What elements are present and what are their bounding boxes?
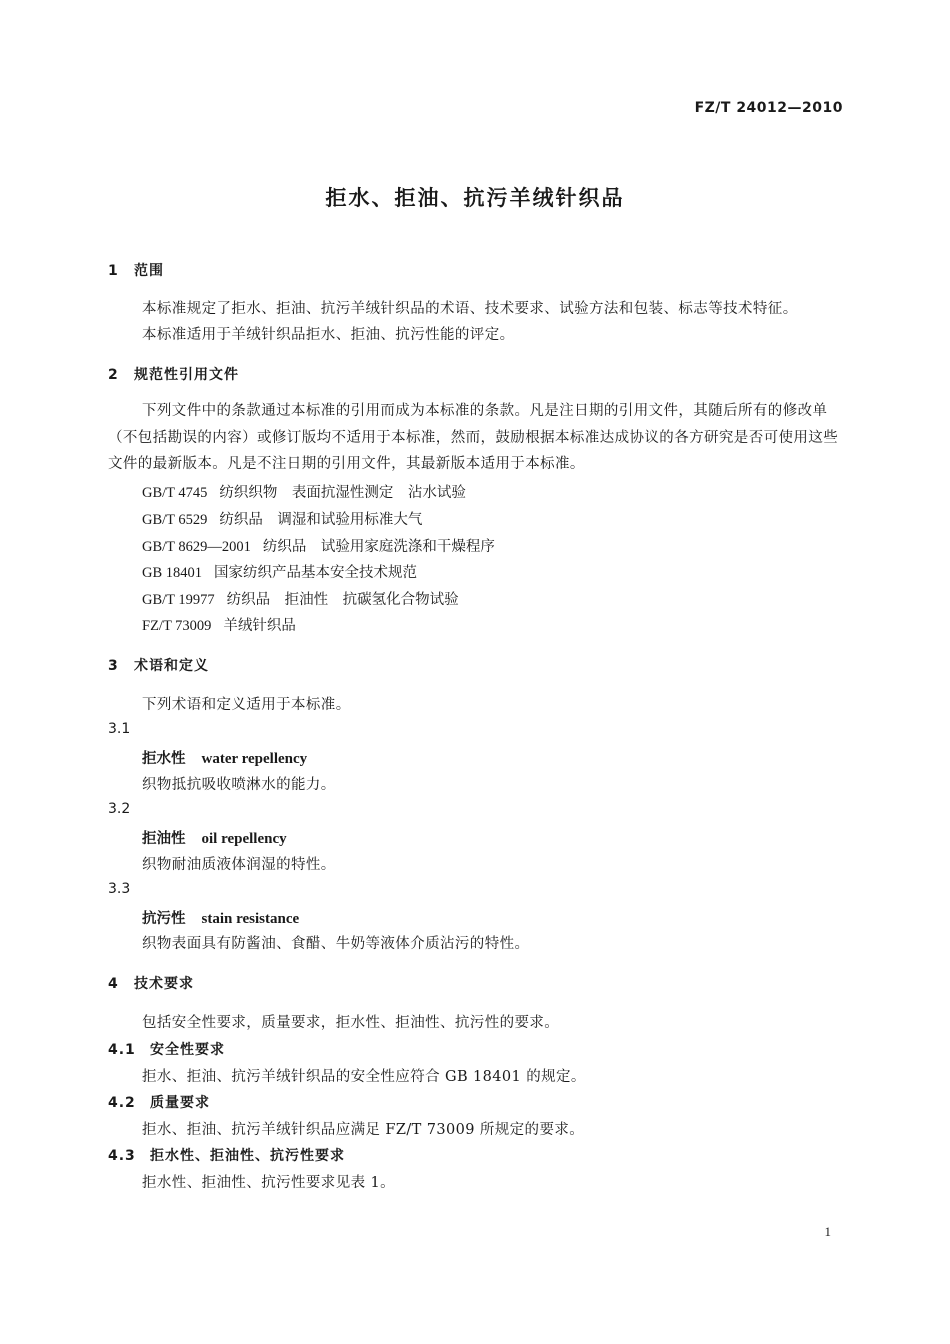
section-1-heading [108,260,164,280]
term-chinese: 拒水性 [142,751,186,767]
terms-intro-paragraph: 下列术语和定义适用于本标准。 [142,697,351,713]
reference-code: GB 18401 [142,565,203,581]
clause-number: 3.1 [108,721,131,737]
reference-code: GB/T 6529 [142,512,208,528]
section-4-heading [108,973,194,993]
section-number: 3 [108,658,119,674]
term-chinese: 抗污性 [142,911,186,927]
reference-item [142,481,466,502]
reference-title: 羊绒针织品 [223,618,296,634]
reference-item [142,535,495,556]
term-definition: 织物抵抗吸收喷淋水的能力。 [142,777,336,793]
subsection-text: 拒水、拒油、抗污羊绒针织品的安全性应符合 GB 18401 的规定。 [142,1069,586,1085]
subsection-text: 拒水性、拒油性、抗污性要求见表 1。 [142,1175,396,1191]
scope-paragraph-1: 本标准规定了拒水、拒油、抗污羊绒针织品的术语、技术要求、试验方法和包装、标志等技术特征。 [142,301,798,317]
reference-title: 国家纺织产品基本安全技术规范 [214,565,418,581]
section-title: 规范性引用文件 [134,367,239,383]
reference-code: GB/T 19977 [142,592,215,608]
reference-item [142,508,422,529]
subsection-number: 4.2 [108,1095,136,1111]
subsection-title: 拒水性、拒油性、抗污性要求 [150,1148,345,1164]
subsection-title: 安全性要求 [150,1042,225,1058]
term-english: water repellency [201,751,308,767]
section-number: 4 [108,976,119,992]
subsection-text: 拒水、拒油、抗污羊绒针织品应满足 FZ/T 73009 所规定的要求。 [142,1122,585,1138]
subsection-4-3-heading [108,1145,345,1165]
term-heading [142,747,307,768]
term-heading [142,907,299,928]
subsection-4-2-heading [108,1092,210,1112]
clause-number: 3.2 [108,801,131,817]
page-number: 1 [824,1224,831,1239]
subsection-title: 质量要求 [150,1095,210,1111]
reference-item [142,588,459,609]
reference-code: FZ/T 73009 [142,618,212,634]
references-intro-paragraph: 下列文件中的条款通过本标准的引用而成为本标准的条款。凡是注日期的引用文件，其随后所有的修改单（不包括勘误的内容）或修订版均不适用于本标准，然而，鼓励根据本标准达成协议的各方研究是否可使用这些文件的最新版本。凡是不注日期的引用文件，其最新版本适用于本标准。 [108,403,839,473]
document-title: 拒水、拒油、抗污羊绒针织品 [325,186,625,210]
clause-number: 3.3 [108,881,131,897]
reference-title: 纺织品 拒油性 抗碳氢化合物试验 [226,592,459,608]
scope-paragraph-2: 本标准适用于羊绒针织品拒水、拒油、抗污性能的评定。 [142,327,515,343]
term-english: stain resistance [201,911,300,927]
reference-code: GB/T 4745 [142,485,208,501]
standard-number: FZ/T 24012—2010 [694,100,843,116]
reference-title: 纺织品 试验用家庭洗涤和干燥程序 [262,539,495,555]
term-heading [142,827,287,848]
subsection-4-1-heading [108,1039,225,1059]
section-number: 2 [108,367,119,383]
reference-title: 纺织织物 表面抗湿性测定 沾水试验 [219,485,466,501]
reference-item [142,614,296,635]
reference-code: GB/T 8629—2001 [142,539,251,555]
subsection-number: 4.1 [108,1042,136,1058]
reference-item [142,561,417,582]
section-2-heading [108,364,239,384]
term-english: oil repellency [201,831,287,847]
section-title: 技术要求 [134,976,194,992]
term-definition: 织物表面具有防酱油、食醋、牛奶等液体介质沾污的特性。 [142,936,530,952]
term-chinese: 拒油性 [142,831,186,847]
requirements-intro-paragraph: 包括安全性要求，质量要求，拒水性、拒油性、抗污性的要求。 [142,1015,560,1031]
reference-title: 纺织品 调湿和试验用标准大气 [219,512,423,528]
section-3-heading [108,655,209,675]
term-definition: 织物耐油质液体润湿的特性。 [142,857,336,873]
section-number: 1 [108,263,119,279]
subsection-number: 4.3 [108,1148,136,1164]
section-title: 术语和定义 [134,658,209,674]
section-title: 范围 [134,263,164,279]
